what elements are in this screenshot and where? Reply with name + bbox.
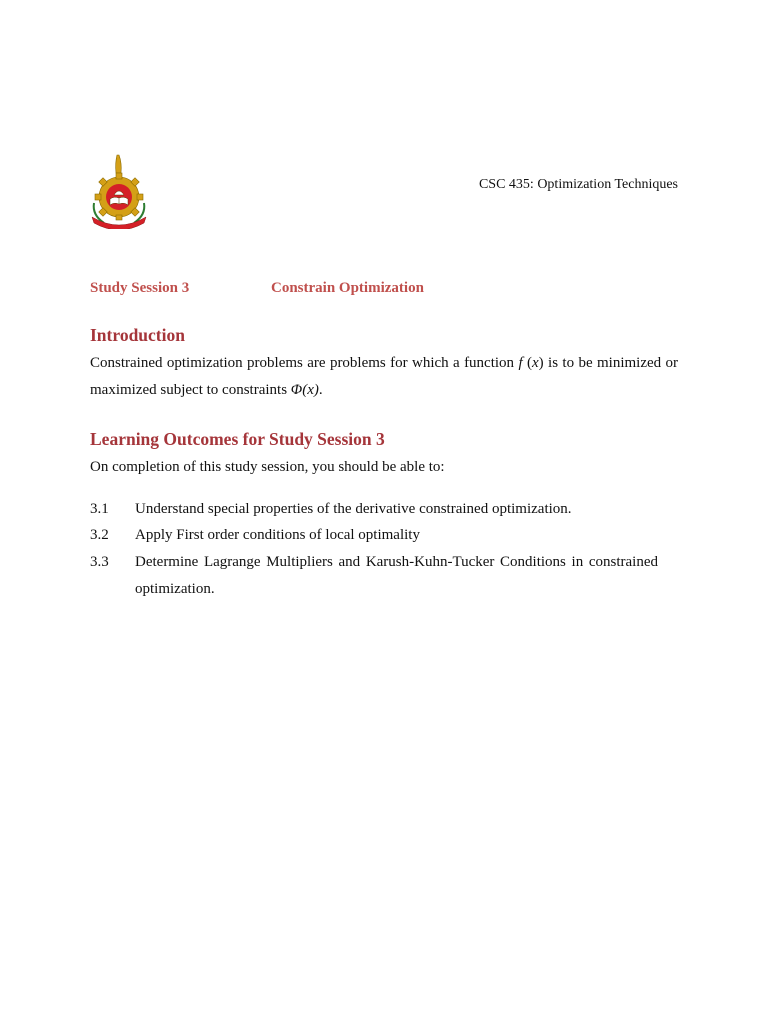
course-header: CSC 435: Optimization Techniques [478, 177, 678, 192]
outcome-text: Understand special properties of the derivative constrained optimization. [135, 501, 572, 517]
outcome-text: Determine Lagrange Multipliers and Karush-Kuhn-Tucker Conditions in constrained optimization. [135, 554, 658, 597]
introduction-heading: Introduction [90, 325, 185, 345]
introduction-paragraph [90, 350, 678, 404]
intro-text-part2: is to be minimized or maximized subject to constraints [90, 355, 679, 398]
outcomes-intro: On completion of this study session, you should be able to: [90, 459, 445, 475]
intro-text-end: . [318, 382, 323, 398]
outcome-text: Apply First order conditions of local optimality [135, 527, 420, 543]
function-close-paren: ) [538, 355, 544, 371]
session-label: Study Session 3 [90, 280, 190, 296]
intro-text-part1: Constrained optimization problems are problems for which a function [90, 355, 519, 371]
university-crest-logo [88, 153, 150, 229]
outcome-number: 3.2 [90, 527, 109, 543]
learning-outcomes-heading: Learning Outcomes for Study Session 3 [90, 429, 385, 449]
session-title: Constrain Optimization [271, 280, 424, 296]
outcome-number: 3.1 [90, 501, 109, 517]
outcome-number: 3.3 [90, 554, 109, 570]
function-symbol: f [518, 355, 523, 371]
function-open-paren: ( [522, 355, 532, 371]
function-variable: x [531, 355, 539, 371]
constraint-symbol: Φ(x) [290, 382, 319, 398]
